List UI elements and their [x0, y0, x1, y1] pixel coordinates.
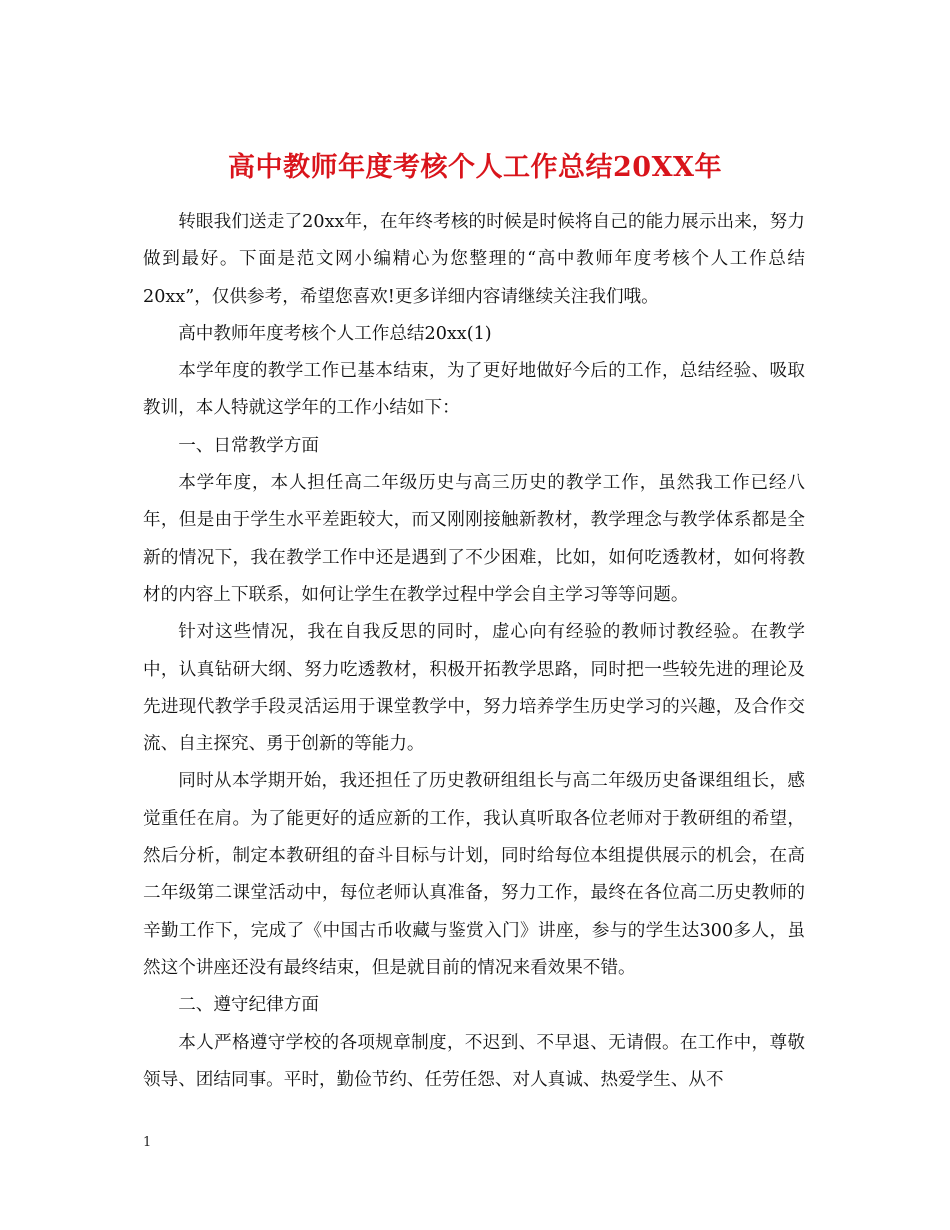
paragraph-teaching-situation: 本学年度，本人担任高二年级历史与高三历史的教学工作，虽然我工作已经八年，但是由于学生水平差距较大，而又刚刚接触新教材，教学理念与教学体系都是全新的情况下，我在教学工作中还是遇到了不少困难，比如，如何吃透教材，如何将教材的内容上下联系，如何让学生在教学过程中学会自主学习等等问题。	[143, 473, 805, 605]
paragraph-section-title: 高中教师年度考核个人工作总结20xx(1)	[178, 323, 492, 344]
paragraph-teaching-methods: 针对这些情况，我在自我反思的同时，虚心向有经验的教师讨教经验。在教学中，认真钻研大纲、努力吃透教材，积极开拓教学思路，同时把一些较先进的理论及先进现代教学手段灵活运用于课堂教学中，努力培养学生历史学习的兴趣，及合作交流、自主探究、勇于创新的等能力。	[143, 622, 805, 755]
paragraph-research-group: 同时从本学期开始，我还担任了历史教研组组长与高二年级历史备课组组长，感觉重任在肩。为了能更好的适应新的工作，我认真听取各位老师对于教研组的希望，然后分析，制定本教研组的奋斗目标与计划，同时给每位本组提供展示的机会，在高二年级第二课堂活动中，每位老师认真准备，努力工作，最终在各位高二历史教师的辛勤工作下，完成了《中国古币收藏与鉴赏入门》讲座，参与的学生达300多人，虽然这个讲座还没有最终结束，但是就目前的情况来看效果不错。	[143, 771, 805, 978]
heading-discipline: 二、遵守纪律方面	[178, 995, 319, 1016]
document-body	[143, 204, 805, 1099]
paragraph-opening: 本学年度的教学工作已基本结束，为了更好地做好今后的工作，总结经验、吸取教训，本人特就这学年的工作小结如下：	[143, 361, 805, 419]
paragraph-discipline: 本人严格遵守学校的各项规章制度，不迟到、不早退、无请假。在工作中，尊敬领导、团结同事。平时，勤俭节约、任劳任怨、对人真诚、热爱学生、从不	[143, 1032, 805, 1090]
document-title: 高中教师年度考核个人工作总结20XX年	[228, 152, 722, 184]
heading-daily-teaching: 一、日常教学方面	[178, 435, 319, 456]
paragraph-intro: 转眼我们送走了20xx年，在年终考核的时候是时候将自己的能力展示出来，努力做到最好。下面是范文网小编精心为您整理的“高中教师年度考核个人工作总结20xx”，仅供参考，希望您喜欢!更多详细内容请继续关注我们哦。	[143, 212, 805, 307]
page-number: 1	[143, 1135, 152, 1150]
